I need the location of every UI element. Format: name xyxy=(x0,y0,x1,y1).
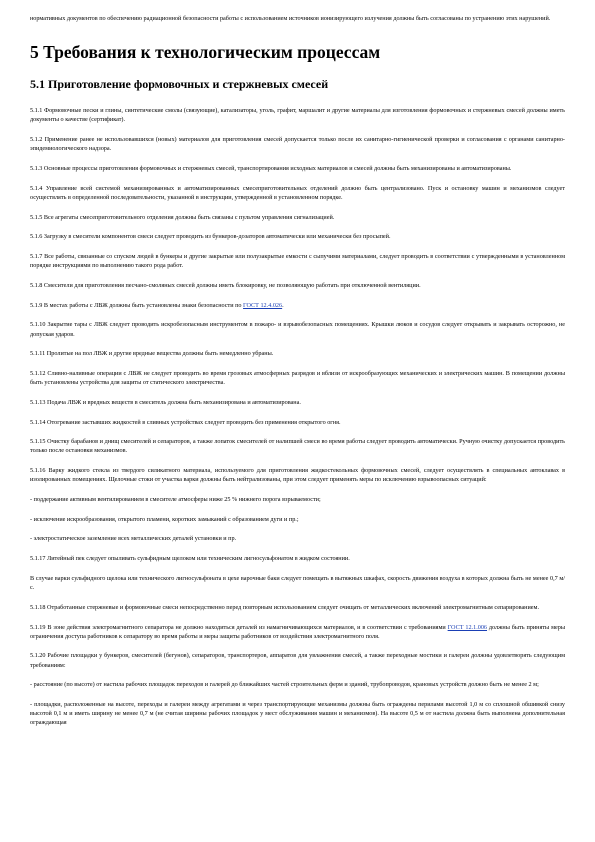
gost-12-1-006-link[interactable]: ГОСТ 12.1.006 xyxy=(447,623,488,631)
clause-5-1-18: 5.1.18 Отработанные стержневые и формовочные смеси непосредственно перед повторным использованием следует очищать от металлических включений электромагнитным сепарированием. xyxy=(30,603,540,611)
clause-5-1-15: 5.1.15 Очистку барабанов и днищ смесителей и сепараторов, а также лопаток смесителей от налипшей смеси во время работы следует проводить автоматически. Ручную очистку допускается проводить только после остановки механизмов. xyxy=(30,438,565,455)
section-heading: 5 Требования к технологическим процессам xyxy=(30,42,381,63)
clause-5-1-17: 5.1.17 Литейный пек следует опыливать сульфидным щелоком или техническим лигносульфонатом в жидком состоянии. xyxy=(30,555,350,563)
clause-5-1-16: 5.1.16 Варку жидкого стекла из твердого силикатного материала, используемого для приготовления жидкостекольных формовочных смесей, следует осуществлять в специальных автоклавах в изолированных помещениях. Щелочные стоки от участка варки должны быть нейтрализованы, при этом следует применять меры по исключению взрывоопасных ситуаций: xyxy=(30,467,565,484)
intro-paragraph: нормативных документов по обеспечению радиационной безопасности работы с использованием источников ионизирующего излучения должны быть согласованы по устранению этих нарушений. xyxy=(30,15,551,22)
clause-5-1-5: 5.1.5 Все агрегаты смесеприготовительного отделения должны быть связаны с пультом управления сигнализацией. xyxy=(30,213,335,221)
clause-5-1-10: 5.1.10 Закрытие тары с ЛВЖ следует проводить искробезопасным инструментом в пожаро- и взрывобезопасных помещениях. Крышки люков и сосудов следует открывать и закрывать осторожно, не допуская ударов. xyxy=(30,321,565,338)
clause-5-1-14: 5.1.14 Отогревание застывших жидкостей в сливных устройствах следует проводить без применения открытого огня. xyxy=(30,418,341,426)
clause-5-1-1: 5.1.1 Формовочные пески и глины, синтетические смолы (связующие), катализаторы, уголь, графит, маршалит и другие материалы для изготовления формовочных и стержневых смесей должны иметь документы о качестве (сертификат). xyxy=(30,107,565,124)
clause-5-1-19-end: должны быть приняты меры ограничения доступа работников к сепаратору во время работы и меры защиты работников от воздействия электромагнитного поля. xyxy=(30,623,565,640)
clause-5-1-9-text: 5.1.9 В местах работы с ЛВЖ должны быть установлены знаки безопасности по xyxy=(30,301,244,309)
clause-5-1-8: 5.1.8 Смесители для приготовления песчано-смоляных смесей должны иметь блокировку, не позволяющую работать при отключенной вентиляции. xyxy=(30,281,421,289)
clause-5-1-19 xyxy=(30,623,565,641)
list-item: - поддержание активным вентилированием в смесителе атмосферы ниже 25 % нижнего порога взрываемости; xyxy=(30,496,321,504)
clause-5-1-7: 5.1.7 Все работы, связанные со спуском людей в бункеры и другие закрытые или полузакрытые емкости с сыпучими материалами, следует проводить в соответствии с утвержденными в установленном порядке инструкциями по выполнению такого рода работ. xyxy=(30,253,565,270)
clause-5-1-3: 5.1.3 Основные процессы приготовления формовочных и стержневых смесей, транспортирования исходных материалов и смесей должны быть механизированы и автоматизированы. xyxy=(30,165,512,173)
clause-5-1-20: 5.1.20 Рабочие площадки у бункеров, смесителей (бегунов), сепараторов, транспортеров, аппаратов для увлажнения смесей, а также переходные мостики и галереи должны удовлетворять следующим требованиям: xyxy=(30,652,565,669)
list-item: - исключение искрообразования, открытого пламени, коротких замыканий с образованием дуги и пр.; xyxy=(30,515,299,523)
subsection-heading: 5.1 Приготовление формовочных и стержневых смесей xyxy=(30,77,329,92)
clause-5-1-19-text: 5.1.19 В зоне действия электромагнитного сепаратора не должно находиться деталей из намагничивающихся материалов, и в соответствии с требованиями xyxy=(30,623,448,631)
list-item: - расстояние (по высоте) от настила рабочих площадок переходов и галерей до ближайших частей строительных ферм и зданий, трубопроводов, крановых устройств должно быть не менее 2 м; xyxy=(30,681,539,689)
clause-5-1-17-note: В случае варки сульфидного щелока или технического лигносульфоната в цехе варочные баки следует помещать в вытяжных шкафах, скорость движения воздуха в которых должна быть не менее 0,7 м/с. xyxy=(30,574,565,592)
clause-5-1-9 xyxy=(30,301,565,310)
clause-5-1-2: 5.1.2 Применение ранее не использовавшихся (новых) материалов для приготовления смесей допускается только после их санитарно-гигиенической проверки и согласования с органами санитарно-эпидемиологического надзора. xyxy=(30,136,565,153)
clause-5-1-13: 5.1.13 Подача ЛВЖ и вредных веществ в смеситель должна быть механизирована и автоматизирована. xyxy=(30,398,301,406)
clause-5-1-6: 5.1.6 Загрузку в смесители компонентов смеси следует проводить из бункеров-дозаторов автоматически или механически без просыпей. xyxy=(30,233,391,241)
clause-5-1-12: 5.1.12 Сливно-наливные операции с ЛВЖ не следует проводить во время грозовых атмосферных разрядов и вблизи от искрообразующих механических и электрических машин. В помещении должны быть установлены устройства для защиты от статического электричества. xyxy=(30,369,565,387)
clause-5-1-11: 5.1.11 Пролитые на пол ЛВЖ и другие вредные вещества должны быть немедленно убраны. xyxy=(30,350,274,358)
gost-12-4-026-link[interactable]: ГОСТ 12.4.026 xyxy=(243,301,283,309)
list-item: - электростатическое заземление всех металлических деталей установки и пр. xyxy=(30,535,237,543)
clause-5-1-4: 5.1.4 Управление всей системой механизированных и автоматизированных смесеприготовительных отделений должно быть централизовано. Пуск и остановку машин и механизмов следует осуществлять в определенной последовательности, указанной в инструкции, утвержденной в установленном порядке. xyxy=(30,184,565,201)
list-item: - площадки, расположенные на высоте, переходы и галереи между агрегатами и через транспортирующие механизмы должны быть ограждены перилами высотой 1,0 м со сплошной обшивкой снизу высотой 0,1 м и иметь ширину не менее 0,7 м (не считая ширины рабочих площадок у мест обслуживания машин и механизмов). На высоте 0,5 м от настила должна быть выполнена дополнительная ограждающая xyxy=(30,701,565,727)
clause-5-1-9-end: . xyxy=(282,301,284,309)
